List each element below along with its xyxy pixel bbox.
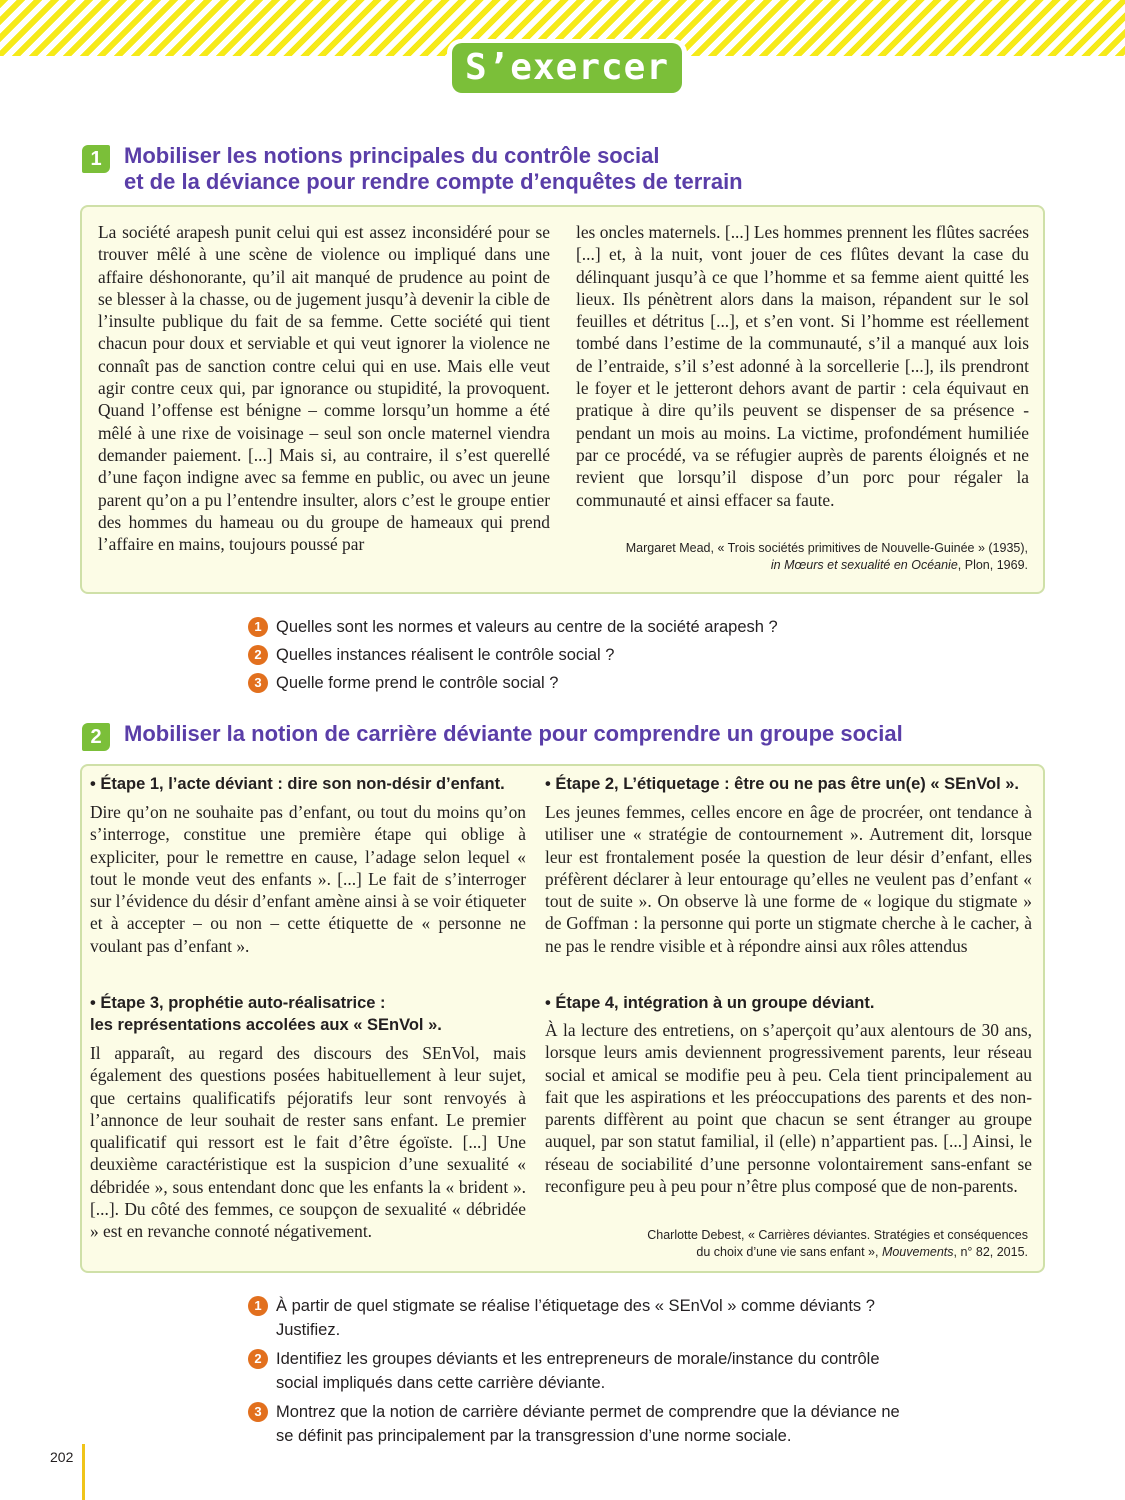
exercise-1-question <box>248 643 1008 667</box>
exercise-1-text-column-2: les oncles maternels. [...] Les hommes prennent les flûtes sacrées [...] et, à la nuit, vont jouer de ces flûtes devant la case du délinquant jusqu’à ce que l’homme et sa femme aient quitté les lieux. Ils pénètrent alors dans la maison, répandent sur le sol feuilles et détritus [...], et s’en vont. Si l’homme est réellement tombé dans l’estime de la communauté, s’il a manqué aux lois de l’entraide, s’il s’est adonné à la sorcellerie [...], ils prendront le foyer et le jetteront dehors avant de partir : cela équivaut en pratique à dire qu’ils peuvent se dispenser de sa présence - pendant un mois au moins. La victime, profondément humiliée par ce procédé, va se réfugier auprès de parents éloignés et ne revient que lorsqu’il dispose d’un porc pour régaler la communauté et ainsi effacer sa faute. <box>576 222 1029 510</box>
exercise-1-text-box <box>80 205 1045 594</box>
exercise-2-title: Mobiliser la notion de carrière déviante pour comprendre un groupe social <box>124 721 903 746</box>
exercise-1-number: 1 <box>82 145 110 173</box>
exercise-1-question <box>248 615 1008 639</box>
question-number-badge: 1 <box>248 1296 268 1316</box>
exercise-1-source-line1: Margaret Mead, « Trois sociétés primitives de Nouvelle-Guinée » (1935), <box>625 541 1028 555</box>
exercise-2-source-prefix: du choix d’une vie sans enfant », <box>696 1245 882 1259</box>
exercise-2-question <box>248 1347 908 1395</box>
exercise-1-source-book: Mœurs et sexualité en Océanie <box>784 558 958 572</box>
exercise-2-source-suffix: , n° 82, 2015. <box>953 1245 1028 1259</box>
exercise-2-text-box <box>80 764 1045 1273</box>
stage-3-text: Il apparaît, au regard des discours des SEnVol, mais également des questions posées habituellement à leur sujet, que certains qualificatifs péjoratifs leur sont renvoyés à l’annonce de leur souhait de rester sans enfant. Le premier qualificatif qui ressort est le fait d’être égoïste. [...] Une deuxième caractéristique est la suspicion d’une sexualité « débridée », sous entendant donc que les enfants la « brident ». [...]. Du côté des femmes, ce soupçon de sexualité « débridée » est en revanche connoté négativement. <box>90 1043 526 1242</box>
question-number-badge: 1 <box>248 617 268 637</box>
question-number-badge: 3 <box>248 1402 268 1422</box>
exercise-1-title-line1: Mobiliser les notions principales du contrôle social <box>124 143 660 168</box>
page-margin-bar <box>82 1444 85 1500</box>
question-number-badge: 3 <box>248 673 268 693</box>
stage-2-heading: • Étape 2, L’étiquetage : être ou ne pas être un(e) « SEnVol ». <box>545 775 1020 793</box>
exercise-1-title-line2: et de la déviance pour rendre compte d’enquêtes de terrain <box>124 169 743 194</box>
stage-3-heading-line1: • Étape 3, prophétie auto-réalisatrice : <box>90 994 386 1012</box>
exercise-1-source-prefix: in <box>770 558 785 572</box>
stage-4-heading: • Étape 4, intégration à un groupe déviant. <box>545 994 875 1012</box>
exercise-1-source <box>576 540 1028 574</box>
exercise-1-question <box>248 671 1008 695</box>
stage-3-heading <box>90 992 540 1036</box>
exercise-2-source <box>545 1227 1028 1261</box>
page-number: 202 <box>50 1449 74 1465</box>
section-title: S’exercer <box>452 43 682 93</box>
stage-2-text: Les jeunes femmes, celles encore en âge de procréer, ont tendance à utiliser une « stratégie de contournement ». Autrement dit, lorsque leur est frontalement posée la question de leur désir d’enfant, elles préfèrent déclarer à leur entourage qu’elles ne veulent pas d’enfant « tout de suite ». On observe là une forme de « logique du stigmate » de Goffman : la personne qui porte un stigmate cherche à le cacher, à ne pas le rendre visible et à répondre ainsi aux rôles attendus <box>545 802 1032 956</box>
question-text: Quelles sont les normes et valeurs au centre de la société arapesh ? <box>276 618 778 636</box>
exercise-2-questions <box>248 1294 908 1448</box>
stage-3-heading-line2: les représentations accolées aux « SEnVol ». <box>90 1016 442 1034</box>
exercise-2-number: 2 <box>82 723 110 751</box>
question-text: Quelles instances réalisent le contrôle social ? <box>276 646 615 664</box>
exercise-2-question <box>248 1294 908 1342</box>
exercise-1-source-suffix: , Plon, 1969. <box>957 558 1028 572</box>
stage-1-text: Dire qu’on ne souhaite pas d’enfant, ou tout du moins qu’on s’interroge, constitue une première étape qui oblige à expliciter, pour le remettre en cause, l’adage selon lequel « tout le monde veut des enfants ». [...] Le fait de s’interroger sur l’évidence du désir d’enfant amène ainsi à se voir étiqueter et à accepter – ou non – cette étiquette de « personne ne voulant pas d’enfant ». <box>90 802 526 956</box>
exercise-1-text-column-1: La société arapesh punit celui qui est assez inconsidéré pour se trouver mêlé à une scène de violence ou impliqué dans une affaire déshonorante, qu’il ait manqué de prudence au point de se blesser à la chasse, ou de jugement jusqu’à devenir la cible de l’insulte publique du fait de sa femme. Cette société qui tient chacun pour doux et serviable et qui veut ignorer la violence ne connaît pas de sanction contre celui qui en use. Mais elle veut agir contre ceux qui, par ignorance ou stupidité, la provoquent. Quand l’offense est bénigne – comme lorsqu’un homme a été mêlé à une rixe de voisinage – seul son oncle maternel viendra demander paiement. [...] Mais si, au contraire, il s’est querellé d’une façon indigne avec sa femme en public, ou avec un jeune parent qu’on a pu l’entendre insulter, alors c’est le groupe entier des hommes du hameau ou du groupe de hameaux qui prend l’affaire en mains, toujours poussé par <box>98 222 550 555</box>
exercise-2-source-journal: Mouvements <box>881 1245 954 1259</box>
section-title-badge <box>447 39 687 97</box>
question-number-badge: 2 <box>248 1349 268 1369</box>
stage-4-text: À la lecture des entretiens, on s’aperçoit qu’aux alentours de 30 ans, lorsque leurs amis deviennent progressivement parents, leur réseau social et amical se modifie peu à peu. Cela tient principalement au fait que les aspirations et les préoccupations des parents et des non-parents diffèrent au point que chacun se sent étranger au groupe auquel, par son statut familial, il (elle) n’appartient pas. [...] Ainsi, le réseau de sociabilité d’une personne volontairement sans-enfant se reconfigure peu à peu pour n’être plus composé que de non-parents. <box>545 1020 1032 1197</box>
exercise-1-title <box>124 143 1024 195</box>
stage-1-heading: • Étape 1, l’acte déviant : dire son non-désir d’enfant. <box>90 775 505 793</box>
exercise-2-source-line1: Charlotte Debest, « Carrières déviantes. Stratégies et conséquences <box>647 1228 1028 1242</box>
question-text: Quelle forme prend le contrôle social ? <box>276 674 559 692</box>
question-text: Identifiez les groupes déviants et les entrepreneurs de morale/instance du contrôle social impliqués dans cette carrière déviante. <box>276 1350 880 1392</box>
question-number-badge: 2 <box>248 645 268 665</box>
question-text: Montrez que la notion de carrière déviante permet de comprendre que la déviance ne se définit pas principalement par la transgression d’une norme sociale. <box>276 1403 900 1445</box>
exercise-1-questions <box>248 615 1008 695</box>
exercise-2-question <box>248 1400 908 1448</box>
question-text: À partir de quel stigmate se réalise l’étiquetage des « SEnVol » comme déviants ? Justifiez. <box>276 1297 875 1339</box>
